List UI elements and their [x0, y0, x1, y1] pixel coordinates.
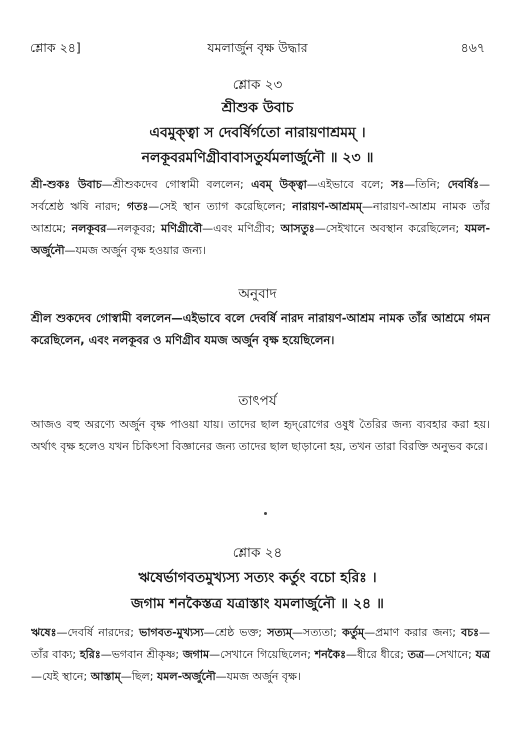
synonym-meaning: সেইখানে অবস্থান করেছিলেন; [325, 222, 460, 235]
synonym-meaning: সর্বশ্রেষ্ঠ ঋষি নারদ; [31, 200, 121, 213]
verse-23-line-1: এবমুক্ত্বা স দেবর্ষির্গতো নারায়ণাশ্রমম্ । [149, 125, 366, 141]
page-number: ৪৬৭ [460, 40, 485, 55]
synonym-term: ভাগবত-মুখ্যস্য [139, 626, 204, 639]
verse-23-translation: শ্রীল শুকদেব গোস্বামী বললেন—এইভাবে বলে দেবর্ষি নারদ নারায়ণ-আশ্রম নামক তাঁর আশ্রমে গমন করেছিলেন, এবং নলকূবর ও মণিগ্রীব যমজ অর্জুন বৃক্ষ হয়েছিলেন। [31, 311, 490, 347]
synonym-term: সত্যম্ [267, 626, 293, 639]
synonym-term: হরিঃ [79, 648, 101, 661]
synonym-term: এবম্ উক্ত্বা [251, 178, 307, 191]
synonym-meaning: শ্রীশুকদেব গোস্বামী বললেন; [112, 178, 244, 191]
synonym-term: শ্রী-শুকঃ উবাচ [31, 178, 102, 191]
synonym-term: জগাম [182, 648, 210, 661]
synonym-term: দেবর্ষিঃ [447, 178, 480, 191]
synonym-term: শনকৈঃ [314, 648, 346, 661]
synonym-meaning: যমজ অর্জুন বৃক্ষ হওয়ার জন্য। [75, 244, 206, 257]
running-header [30, 40, 485, 60]
synonym-meaning: যেই স্থানে; [42, 670, 88, 683]
synonym-meaning: তাঁর বাক্য; [31, 648, 77, 661]
synonym-meaning: নারায়ণ-আশ্রম নামক তাঁর আশ্রমে; [31, 200, 490, 235]
synonym-meaning: সত্যতা; [303, 626, 337, 639]
verse-23-speaker: শ্রীশুক উবাচ [221, 100, 294, 116]
synonym-term: ঋষেঃ [31, 626, 57, 639]
separator-dot [264, 512, 267, 515]
synonym-term: তত্র [407, 648, 425, 661]
synonym-term: আস্তাম্ [90, 670, 121, 683]
synonym-term: যমল-অর্জুনৌ [156, 670, 216, 683]
synonym-term: সঃ [391, 178, 405, 191]
header-verse-ref: শ্লোক ২৪] [30, 40, 81, 55]
header-chapter-title: যমলার্জুন বৃক্ষ উদ্ধার [207, 40, 308, 55]
synonym-term: কর্তুম্ [342, 626, 365, 639]
verse-23-synonyms: শ্রী-শুকঃ উবাচ—শ্রীশুকদেব গোস্বামী বললেন; এবম্ উক্ত্বা—এইভাবে বলে; সঃ—তিনি; দেবর্ষিঃ—সর্বশ্রেষ্ঠ ঋষি নারদ; গতঃ—সেই স্থান ত্যাগ করেছিলেন; নারায়ণ-আশ্রমম্—নারায়ণ-আশ্রম নামক তাঁর আশ্রমে; নলকূবর—নলকূবর; মণিগ্রীবৌ—এবং মণিগ্রীব; আসতুঃ—সেইখানে অবস্থান করেছিলেন; যমল-অর্জুনৌ—যমজ অর্জুন বৃক্ষ হওয়ার জন্য। [31, 178, 491, 257]
verse-23-number: শ্লোক ২৩ [232, 77, 283, 93]
synonym-term: যত্র [475, 648, 491, 661]
verse-24-line-1: ঋষের্ভাগবতমুখ্যস্য সত্যং কর্তুং বচো হরিঃ । [138, 570, 377, 586]
synonym-term: বচঃ [461, 626, 480, 639]
purport-heading: তাৎপর্য [238, 393, 277, 409]
synonym-meaning: যমজ অর্জুন বৃক্ষ। [226, 670, 301, 683]
synonym-term: মণিগ্রীবৌ [161, 222, 203, 235]
synonym-meaning: ভগবান শ্রীকৃষ্ণ; [111, 648, 180, 661]
synonym-meaning: সেখানে গিয়েছিলেন; [220, 648, 311, 661]
synonym-meaning: সেখানে; [435, 648, 472, 661]
synonym-term: নারায়ণ-আশ্রমম্ [292, 200, 362, 213]
synonym-meaning: প্রমাণ করার জন্য; [375, 626, 456, 639]
synonym-meaning: তিনি; [415, 178, 441, 191]
synonym-meaning: এইভাবে বলে; [317, 178, 384, 191]
synonym-term: আসতুঃ [280, 222, 315, 235]
verse-24-line-2: জগাম শনকৈস্তত্র যত্রাস্তাং যমলার্জুনৌ ॥ ২৪ ॥ [131, 596, 384, 612]
verse-23-purport: আজও বহু অরণ্যে অর্জুন বৃক্ষ পাওয়া যায়। তাদের ছাল হৃদ্‌রোগের ওষুধ তৈরির জন্য ব্যবহার করা হয়। অর্থাৎ বৃক্ষ হলেও যখন চিকিৎসা বিজ্ঞানের জন্য তাদের ছাল ছাড়ানো হয়, তখন তারা বিরক্তি অনুভব করে। [31, 418, 490, 453]
synonym-term: নলকূবর [71, 222, 107, 235]
synonym-meaning: ছিল; [131, 670, 154, 683]
synonym-meaning: দেবর্ষি নারদের; [67, 626, 134, 639]
verse-23-line-2: নলকূবরমণিগ্রীবাবাসতুর্যমলার্জুনৌ ॥ ২৩ ॥ [141, 150, 374, 166]
synonym-meaning: শ্রেষ্ঠ ভক্ত; [214, 626, 263, 639]
verse-24-synonyms: ঋষেঃ—দেবর্ষি নারদের; ভাগবত-মুখ্যস্য—শ্রেষ্ঠ ভক্ত; সত্যম্—সত্যতা; কর্তুম্—প্রমাণ করার জন্য; বচঃ—তাঁর বাক্য; হরিঃ—ভগবান শ্রীকৃষ্ণ; জগাম—সেখানে গিয়েছিলেন; শনকৈঃ—ধীরে ধীরে; তত্র—সেখানে; যত্র—যেই স্থানে; আস্তাম্—ছিল; যমল-অর্জুনৌ—যমজ অর্জুন বৃক্ষ। [31, 626, 491, 683]
synonym-meaning: সেই স্থান ত্যাগ করেছিলেন; [159, 200, 286, 213]
synonym-meaning: ধীরে ধীরে; [356, 648, 404, 661]
synonym-term: যমল-অর্জুনৌ [31, 222, 491, 257]
translation-heading: অনুবাদ [238, 286, 277, 302]
synonym-term: গতঃ [126, 200, 149, 213]
synonym-meaning: এবং মণিগ্রীব; [213, 222, 276, 235]
verse-24-number: শ্লোক ২৪ [232, 545, 283, 561]
synonym-meaning: নলকূবর; [117, 222, 156, 235]
